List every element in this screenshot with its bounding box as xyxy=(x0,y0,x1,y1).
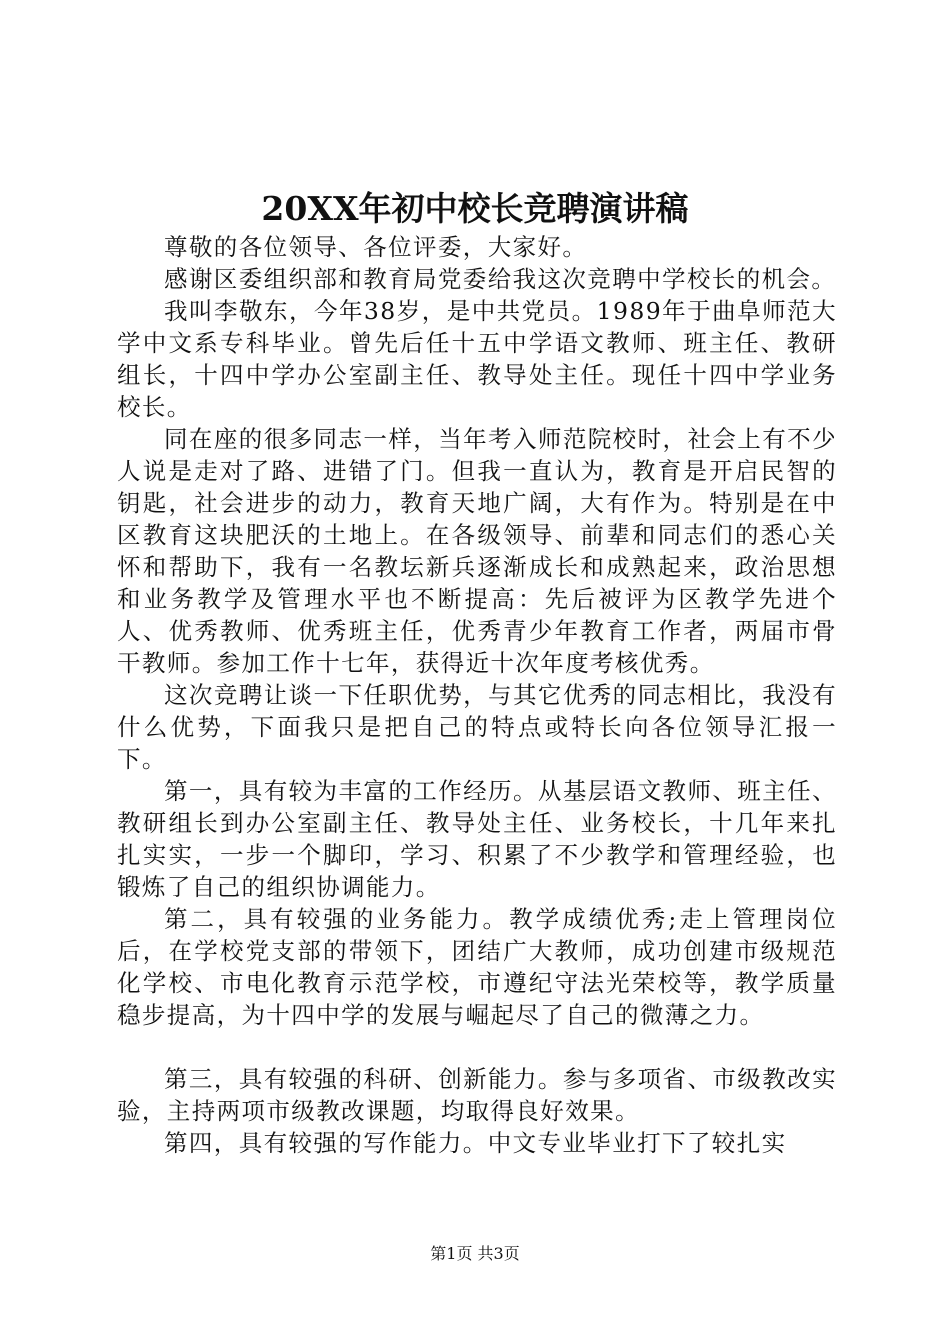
document-body xyxy=(117,231,837,1159)
paragraph-advantages-intro: 这次竞聘让谈一下任职优势，与其它优秀的同志相比，我没有什么优势，下面我只是把自己的特点或特长向各位领导汇报一下。 xyxy=(117,681,837,773)
paragraph-first: 第一，具有较为丰富的工作经历。从基层语文教师、班主任、教研组长到办公室副主任、教导处主任、业务校长，十几年来扎扎实实，一步一个脚印，学习、积累了不少教学和管理经验，也锻炼了自己的组织协调能力。 xyxy=(117,777,837,901)
paragraph-background: 同在座的很多同志一样，当年考入师范院校时，社会上有不少人说是走对了路、进错了门。但我一直认为，教育是开启民智的钥匙，社会进步的动力，教育天地广阔，大有作为。特别是在中区教育这块肥沃的土地上。在各级领导、前辈和同志们的悉心关怀和帮助下，我有一名教坛新兵逐渐成长和成熟起来，政治思想和业务教学及管理水平也不断提高：先后被评为区教学先进个人、优秀教师、优秀班主任，优秀青少年教育工作者，两届市骨干教师。参加工作十七年，获得近十次年度考核优秀。 xyxy=(117,425,837,677)
paragraph-second: 第二，具有较强的业务能力。教学成绩优秀;走上管理岗位后，在学校党支部的带领下，团结广大教师，成功创建市级规范化学校、市电化教育示范学校，市遵纪守法光荣校等，教学质量稳步提高，为十四中学的发展与崛起尽了自己的微薄之力。 xyxy=(117,905,837,1029)
paragraph-intro: 我叫李敬东，今年38岁，是中共党员。1989年于曲阜师范大学中文系专科毕业。曾先后任十五中学语文教师、班主任、教研组长，十四中学办公室副主任、教导处主任。现任十四中学业务校长。 xyxy=(117,297,837,421)
paragraph-greeting: 尊敬的各位领导、各位评委，大家好。 xyxy=(164,233,588,261)
document-title: 20XX年初中校长竞聘演讲稿 xyxy=(261,189,689,228)
paragraph-thanks: 感谢区委组织部和教育局党委给我这次竞聘中学校长的机会。 xyxy=(164,265,837,293)
paragraph-fourth: 第四，具有较强的写作能力。中文专业毕业打下了较扎实 xyxy=(164,1129,787,1157)
paragraph-third: 第三，具有较强的科研、创新能力。参与多项省、市级教改实验，主持两项市级教改课题，均取得良好效果。 xyxy=(117,1065,837,1125)
page-footer: 第1页 共3页 xyxy=(430,1244,520,1263)
